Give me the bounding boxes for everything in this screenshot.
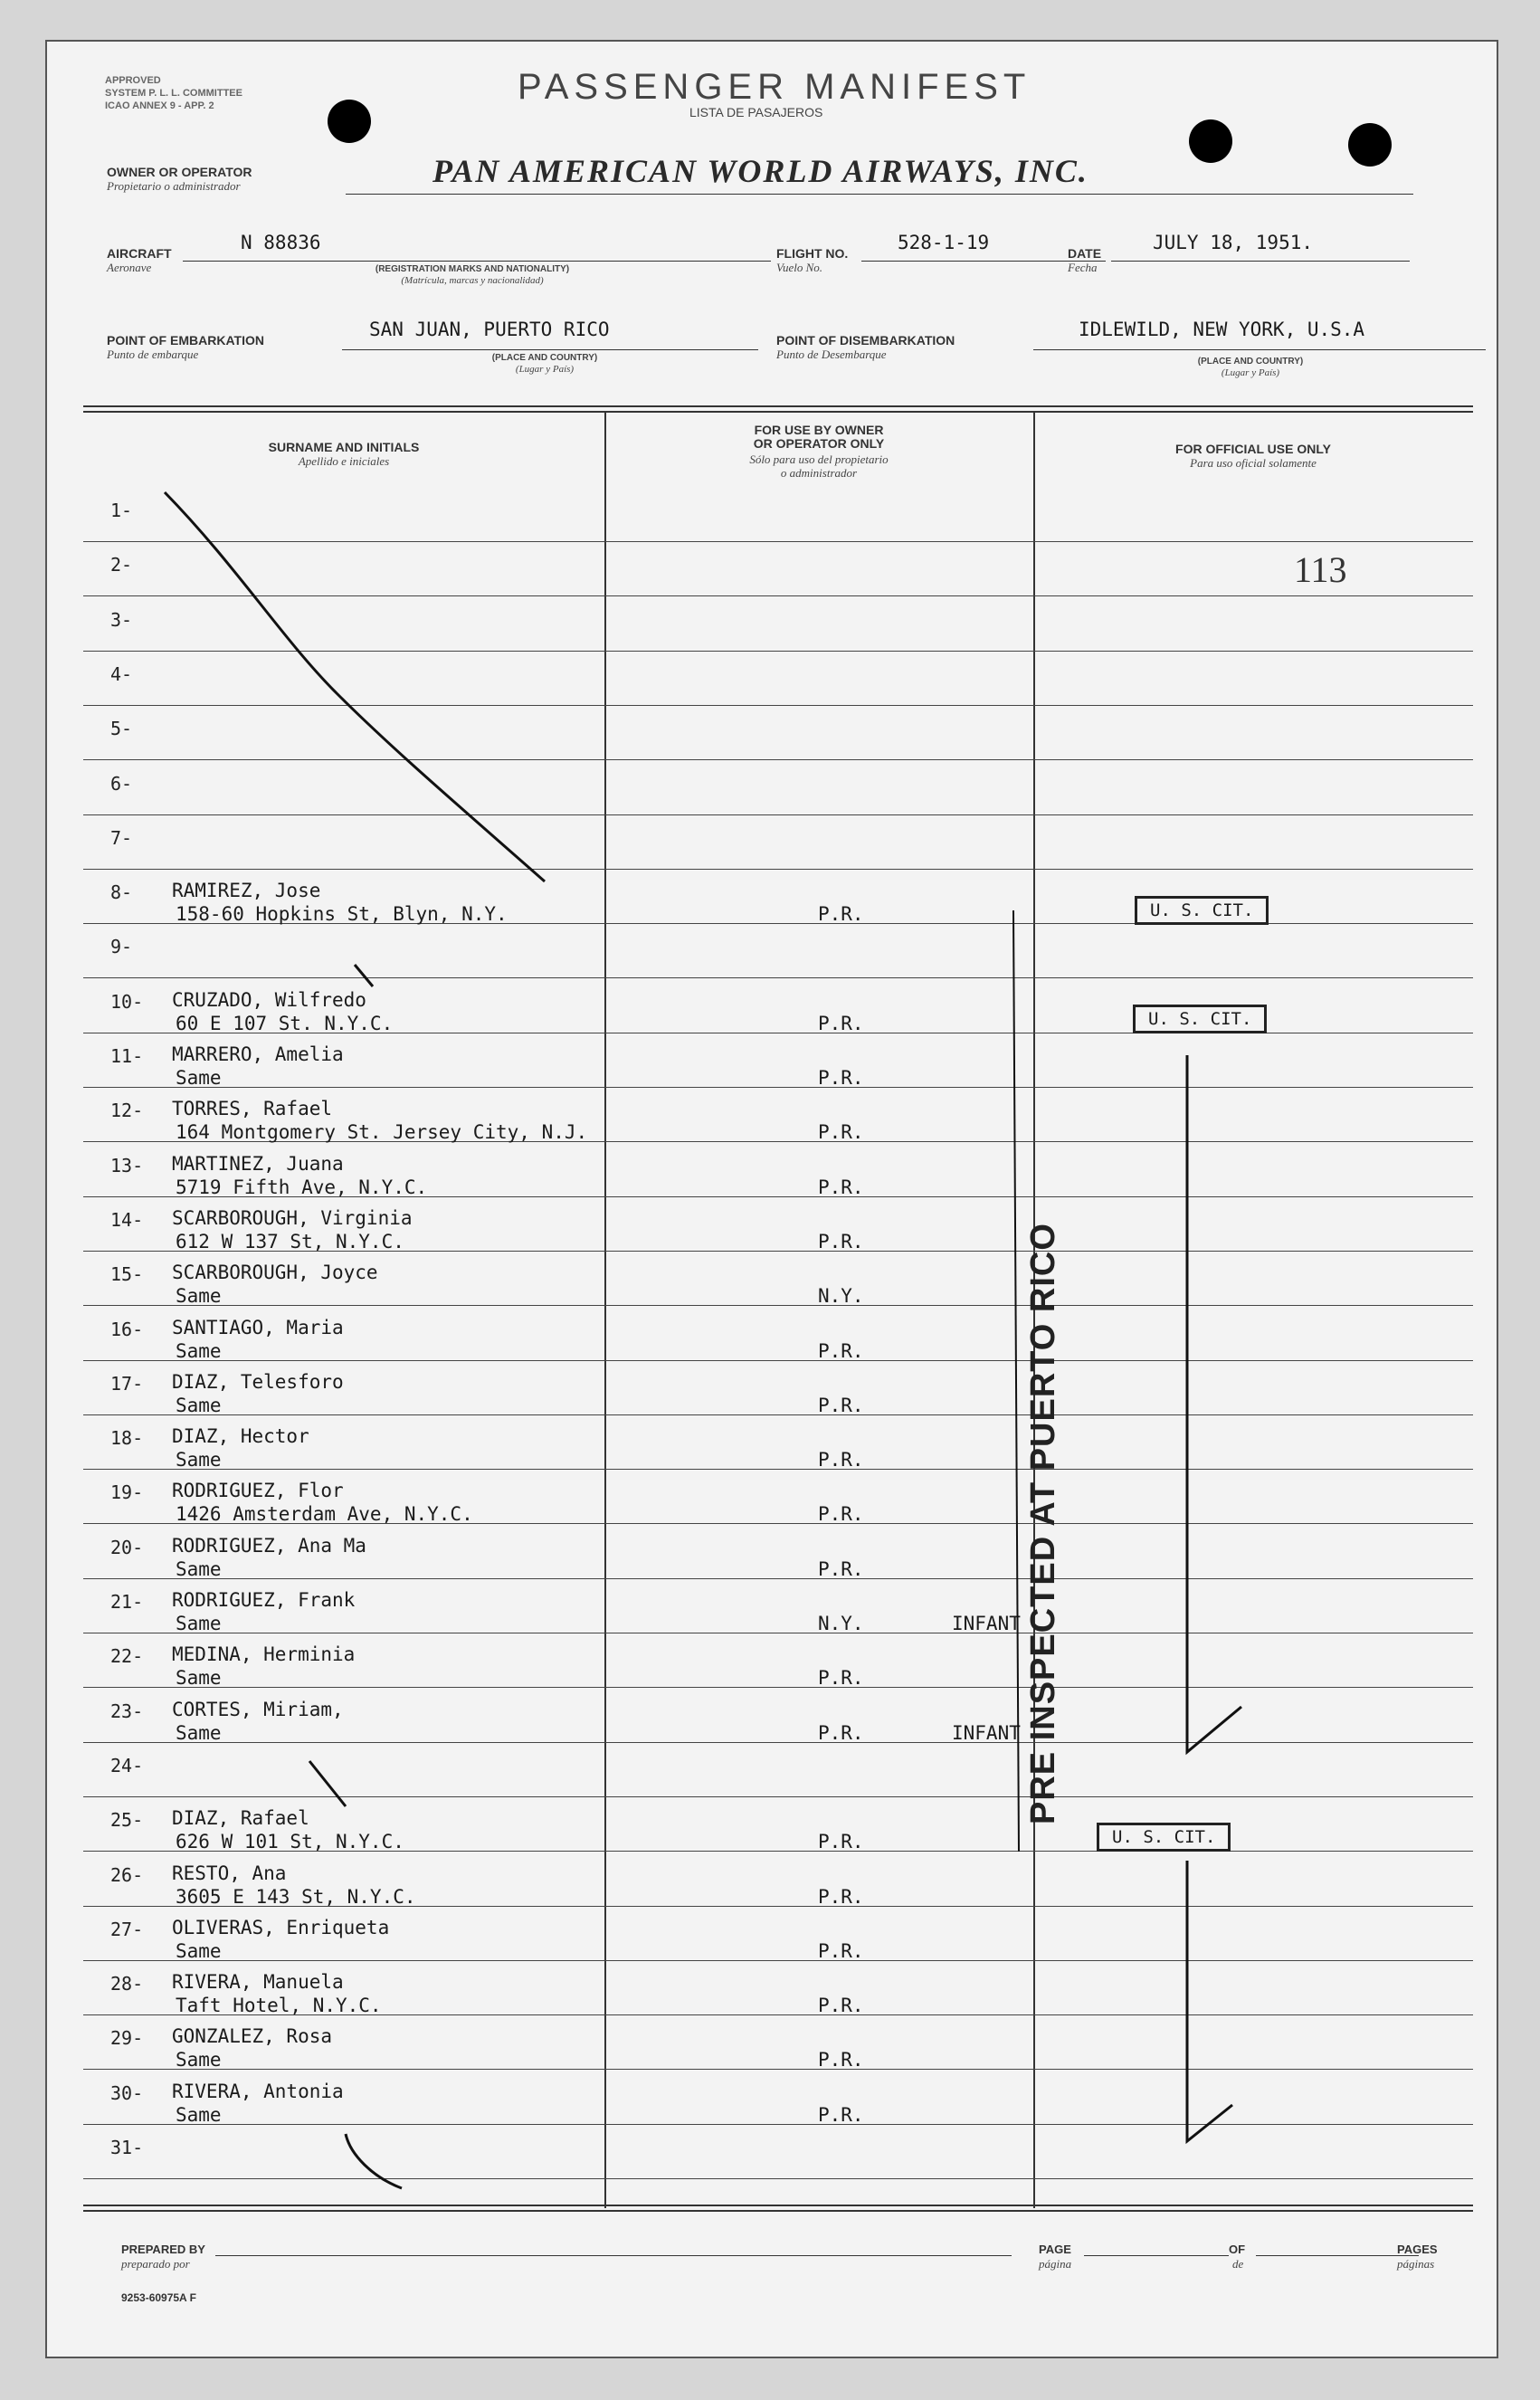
origin-code: N.Y.	[818, 1285, 864, 1307]
disembark-place-note: (PLACE AND COUNTRY)	[1197, 357, 1304, 367]
passenger-name: RIVERA, Manuela	[172, 1971, 344, 1993]
row-number: 13-	[110, 1155, 144, 1176]
passenger-name: DIAZ, Telesforo	[172, 1371, 344, 1393]
passenger-name: TORRES, Rafael	[172, 1098, 333, 1119]
passenger-note: INFANT	[952, 1722, 1021, 1744]
origin-code: P.R.	[818, 1013, 864, 1034]
passenger-name: CORTES, Miriam,	[172, 1699, 344, 1720]
passenger-name: CRUZADO, Wilfredo	[172, 989, 366, 1011]
origin-code: P.R.	[818, 1940, 864, 1962]
aircraft-label: AIRCRAFT	[107, 246, 172, 261]
pen-marks	[47, 42, 1497, 2357]
origin-code: P.R.	[818, 1722, 864, 1744]
of-sublabel: de	[1232, 2257, 1244, 2271]
passenger-address: Same	[176, 2104, 222, 2126]
origin-code: P.R.	[818, 1886, 864, 1908]
column-header-official-sub: Para uso oficial solamente	[1190, 456, 1317, 470]
passenger-name: RAMIREZ, Jose	[172, 880, 321, 901]
us-citizen-stamp: U. S. CIT.	[1135, 896, 1269, 925]
passenger-name: RODRIGUEZ, Flor	[172, 1480, 344, 1501]
passenger-name: GONZALEZ, Rosa	[172, 2025, 333, 2047]
origin-code: P.R.	[818, 1558, 864, 1580]
row-number: 14-	[110, 1209, 144, 1231]
aircraft-sublabel: Aeronave	[107, 261, 152, 274]
disembark-sublabel: Punto de Desembarque	[776, 348, 887, 361]
row-number: 11-	[110, 1045, 144, 1067]
origin-code: P.R.	[818, 903, 864, 925]
origin-code: P.R.	[818, 1395, 864, 1416]
passenger-address: 1426 Amsterdam Ave, N.Y.C.	[176, 1503, 473, 1525]
row-number: 9-	[110, 936, 133, 957]
passenger-address: Same	[176, 1558, 222, 1580]
strike-line	[165, 492, 545, 881]
passenger-address: 3605 E 143 St, N.Y.C.	[176, 1886, 416, 1908]
origin-code: P.R.	[818, 1231, 864, 1252]
owner-sublabel: Propietario o administrador	[107, 179, 241, 193]
passenger-name: SANTIAGO, Maria	[172, 1317, 344, 1338]
row-number: 24-	[110, 1755, 144, 1776]
row-number: 2-	[110, 554, 133, 576]
column-header-owner-sub: Sólo para uso del propietario o administrador	[749, 452, 889, 480]
approval-note: APPROVED SYSTEM P. L. L. COMMITTEE ICAO ANNEX 9 - APP. 2	[105, 75, 242, 111]
pre-inspected-stamp: PRE INSPECTED AT PUERTO RICO	[1024, 1223, 1062, 1824]
origin-code: P.R.	[818, 1340, 864, 1362]
passenger-name: SCARBOROUGH, Virginia	[172, 1207, 413, 1229]
row-number: 7-	[110, 827, 133, 849]
row-number: 17-	[110, 1373, 144, 1395]
passenger-address: Same	[176, 1667, 222, 1689]
form-subtitle: LISTA DE PASAJEROS	[689, 105, 823, 119]
prepared-label: PREPARED BY	[121, 2243, 205, 2256]
page-label: PAGE	[1039, 2243, 1071, 2256]
passenger-name: SCARBOROUGH, Joyce	[172, 1262, 378, 1283]
manifest-sheet	[45, 40, 1498, 2358]
pages-sublabel: páginas	[1397, 2257, 1435, 2271]
row-number: 25-	[110, 1809, 144, 1831]
form-title: PASSENGER MANIFEST	[518, 67, 1031, 107]
row-number: 12-	[110, 1100, 144, 1121]
date-sublabel: Fecha	[1068, 261, 1098, 274]
owner-label: OWNER OR OPERATOR	[107, 165, 252, 179]
passenger-name: OLIVERAS, Enriqueta	[172, 1917, 390, 1938]
origin-code: P.R.	[818, 2049, 864, 2071]
disembark-value: IDLEWILD, NEW YORK, U.S.A	[1079, 319, 1365, 340]
row-number: 3-	[110, 609, 133, 631]
passenger-address: Same	[176, 1285, 222, 1307]
row-number: 21-	[110, 1591, 144, 1613]
row-number: 10-	[110, 991, 144, 1013]
embark-value: SAN JUAN, PUERTO RICO	[369, 319, 610, 340]
us-citizen-stamp: U. S. CIT.	[1133, 1005, 1267, 1033]
row-number: 31-	[110, 2137, 144, 2158]
row-number: 18-	[110, 1427, 144, 1449]
row-number: 22-	[110, 1645, 144, 1667]
row-number: 20-	[110, 1537, 144, 1558]
date-label: DATE	[1068, 246, 1102, 261]
passenger-name: RODRIGUEZ, Frank	[172, 1589, 356, 1611]
passenger-address: Same	[176, 1613, 222, 1634]
strike-line	[309, 1761, 346, 1806]
row-number: 15-	[110, 1263, 144, 1285]
passenger-address: Same	[176, 1067, 222, 1089]
row-number: 8-	[110, 881, 133, 903]
strike-line	[355, 965, 373, 986]
embark-sublabel: Punto de embarque	[107, 348, 199, 361]
passenger-address: 158-60 Hopkins St, Blyn, N.Y.	[176, 903, 508, 925]
origin-code: P.R.	[818, 1667, 864, 1689]
date-value: JULY 18, 1951.	[1153, 232, 1314, 253]
airline-name: PAN AMERICAN WORLD AIRWAYS, INC.	[433, 153, 1088, 189]
passenger-address: 164 Montgomery St. Jersey City, N.J.	[176, 1121, 588, 1143]
column-header-official: FOR OFFICIAL USE ONLY	[1175, 442, 1331, 456]
passenger-address: 612 W 137 St, N.Y.C.	[176, 1231, 404, 1252]
passenger-name: RODRIGUEZ, Ana Ma	[172, 1535, 366, 1557]
origin-code: P.R.	[818, 1831, 864, 1852]
embark-label: POINT OF EMBARKATION	[107, 333, 264, 348]
passenger-address: Same	[176, 1395, 222, 1416]
passenger-address: 626 W 101 St, N.Y.C.	[176, 1831, 404, 1852]
passenger-address: Same	[176, 1340, 222, 1362]
row-number: 27-	[110, 1919, 144, 1940]
row-number: 1-	[110, 500, 133, 521]
pages-label: PAGES	[1397, 2243, 1438, 2256]
origin-code: N.Y.	[818, 1613, 864, 1634]
passenger-address: Same	[176, 1722, 222, 1744]
passenger-address: 60 E 107 St. N.Y.C.	[176, 1013, 394, 1034]
aircraft-value: N 88836	[241, 232, 321, 253]
row-number: 19-	[110, 1481, 144, 1503]
page-sublabel: página	[1039, 2257, 1072, 2271]
origin-code: P.R.	[818, 1449, 864, 1471]
prepared-sublabel: preparado por	[121, 2257, 190, 2271]
row-number: 6-	[110, 773, 133, 795]
embark-place-sublabel: (Lugar y País)	[515, 364, 575, 375]
registration-note: (REGISTRATION MARKS AND NATIONALITY)	[375, 264, 570, 274]
strike-line	[346, 2134, 402, 2188]
row-number: 26-	[110, 1864, 144, 1886]
flight-value: 528-1-19	[898, 232, 990, 253]
form-code: 9253-60975A F	[121, 2291, 196, 2304]
row-number: 30-	[110, 2082, 144, 2104]
disembark-place-sublabel: (Lugar y País)	[1221, 367, 1280, 378]
official-count: 113	[1294, 549, 1347, 590]
bracket-line	[1187, 1055, 1241, 1752]
passenger-name: MARTINEZ, Juana	[172, 1153, 344, 1175]
row-number: 23-	[110, 1700, 144, 1722]
bracket-line	[1187, 1861, 1232, 2141]
row-number: 29-	[110, 2027, 144, 2049]
passenger-name: RESTO, Ana	[172, 1862, 287, 1884]
bracket-line	[1013, 910, 1019, 1852]
row-number: 4-	[110, 663, 133, 685]
passenger-address: Taft Hotel, N.Y.C.	[176, 1995, 382, 2016]
row-number: 16-	[110, 1319, 144, 1340]
passenger-note: INFANT	[952, 1613, 1021, 1634]
row-number: 28-	[110, 1973, 144, 1995]
column-header-owner: FOR USE BY OWNER OR OPERATOR ONLY	[753, 423, 885, 451]
disembark-label: POINT OF DISEMBARKATION	[776, 333, 955, 348]
passenger-address: Same	[176, 2049, 222, 2071]
column-header-surname-sub: Apellido e iniciales	[298, 454, 390, 468]
registration-sublabel: (Matrícula, marcas y nacionalidad)	[401, 275, 544, 286]
passenger-name: RIVERA, Antonia	[172, 2081, 344, 2102]
passenger-name: DIAZ, Rafael	[172, 1807, 309, 1829]
passenger-address: 5719 Fifth Ave, N.Y.C.	[176, 1176, 428, 1198]
us-citizen-stamp: U. S. CIT.	[1097, 1823, 1231, 1852]
embark-place-note: (PLACE AND COUNTRY)	[491, 353, 598, 363]
flight-label: FLIGHT NO.	[776, 246, 849, 261]
origin-code: P.R.	[818, 1121, 864, 1143]
origin-code: P.R.	[818, 2104, 864, 2126]
of-label: OF	[1229, 2243, 1246, 2256]
origin-code: P.R.	[818, 1176, 864, 1198]
passenger-address: Same	[176, 1940, 222, 1962]
flight-sublabel: Vuelo No.	[776, 261, 823, 274]
passenger-name: MARRERO, Amelia	[172, 1043, 344, 1065]
passenger-name: DIAZ, Hector	[172, 1425, 309, 1447]
column-header-surname: SURNAME AND INITIALS	[268, 440, 420, 454]
origin-code: P.R.	[818, 1067, 864, 1089]
passenger-address: Same	[176, 1449, 222, 1471]
origin-code: P.R.	[818, 1503, 864, 1525]
row-number: 5-	[110, 718, 133, 739]
passenger-name: MEDINA, Herminia	[172, 1643, 356, 1665]
origin-code: P.R.	[818, 1995, 864, 2016]
